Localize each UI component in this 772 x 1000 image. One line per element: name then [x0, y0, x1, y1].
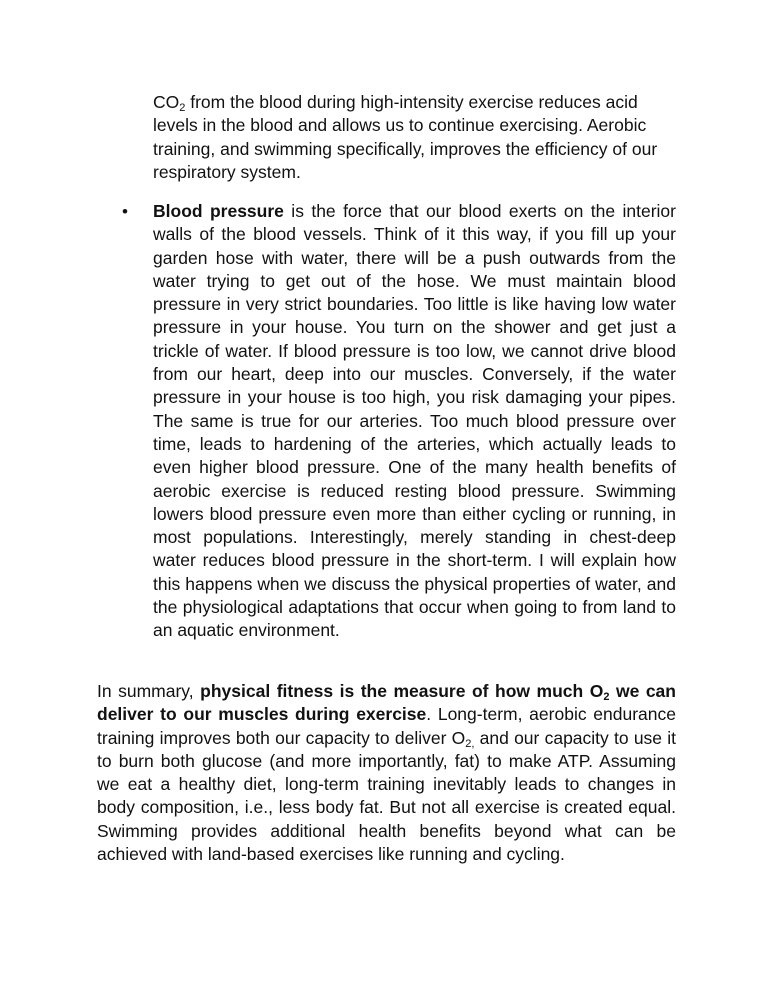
- summary-intro: In summary,: [97, 681, 201, 701]
- o2-subscript-bold: 2: [603, 691, 610, 703]
- blood-pressure-text: is the force that our blood exerts on the interior walls of the blood vessels. Think of it this way, if you fill up your garden hose with water, there will be a push outwards from the water trying to get out of the hose. We must maintain blood pressure in very strict boundaries. Too little is like having low water pressure in your house. You turn on the shower and get just a trickle of water. If blood pressure is too low, we cannot drive blood from our heart, deep into our muscles. Conversely, if the water pressure in your house is too high, you risk damaging your pipes. The same is true for our arteries. Too much blood pressure over time, leads to hardening of the arteries, which actually leads to even higher blood pressure. One of the many health benefits of aerobic exercise is reduced resting blood pressure. Swimming lowers blood pressure even more than either cycling or running, in most populations. Interestingly, merely standing in chest-deep water reduces blood pressure in the short-term. I will explain how this happens when we discuss the physical properties of water, and the physiological adaptations that occur when going to from land to an aquatic environment.: [153, 201, 676, 641]
- o2-subscript: 2,: [465, 737, 475, 750]
- continuation-paragraph: [153, 91, 683, 184]
- blood-pressure-bullet: [153, 200, 676, 643]
- summary-text-2: and our capacity to use it to burn both glucose (and more importantly, fat) to make ATP. Assuming we eat a healthy diet, long-term training inevitably leads to changes in body composition, i.e., less body fat. But not all exercise is created equal. Swimming provides additional health benefits beyond what can be achieved with land-based exercises like running and cycling.: [97, 727, 677, 865]
- summary-paragraph: [97, 680, 676, 866]
- blood-pressure-term: Blood pressure: [153, 201, 284, 221]
- summary-text-1: . Long-term, aerobic endurance training improves both our capacity to deliver O: [97, 704, 677, 748]
- co2-subscript: 2: [179, 102, 186, 114]
- bullet-marker: •: [122, 202, 128, 221]
- continuation-text: from the blood during high-intensity exercise reduces acid levels in the blood and allows us to continue exercising. Aerobic training, and swimming specifically, improves the efficiency of our respiratory system.: [153, 92, 658, 182]
- co-text: CO: [153, 92, 180, 112]
- summary-bold-text-2: we can deliver to our muscles during exercise: [97, 681, 676, 725]
- summary-bold-text-1: physical fitness is the measure of how much O: [200, 681, 604, 701]
